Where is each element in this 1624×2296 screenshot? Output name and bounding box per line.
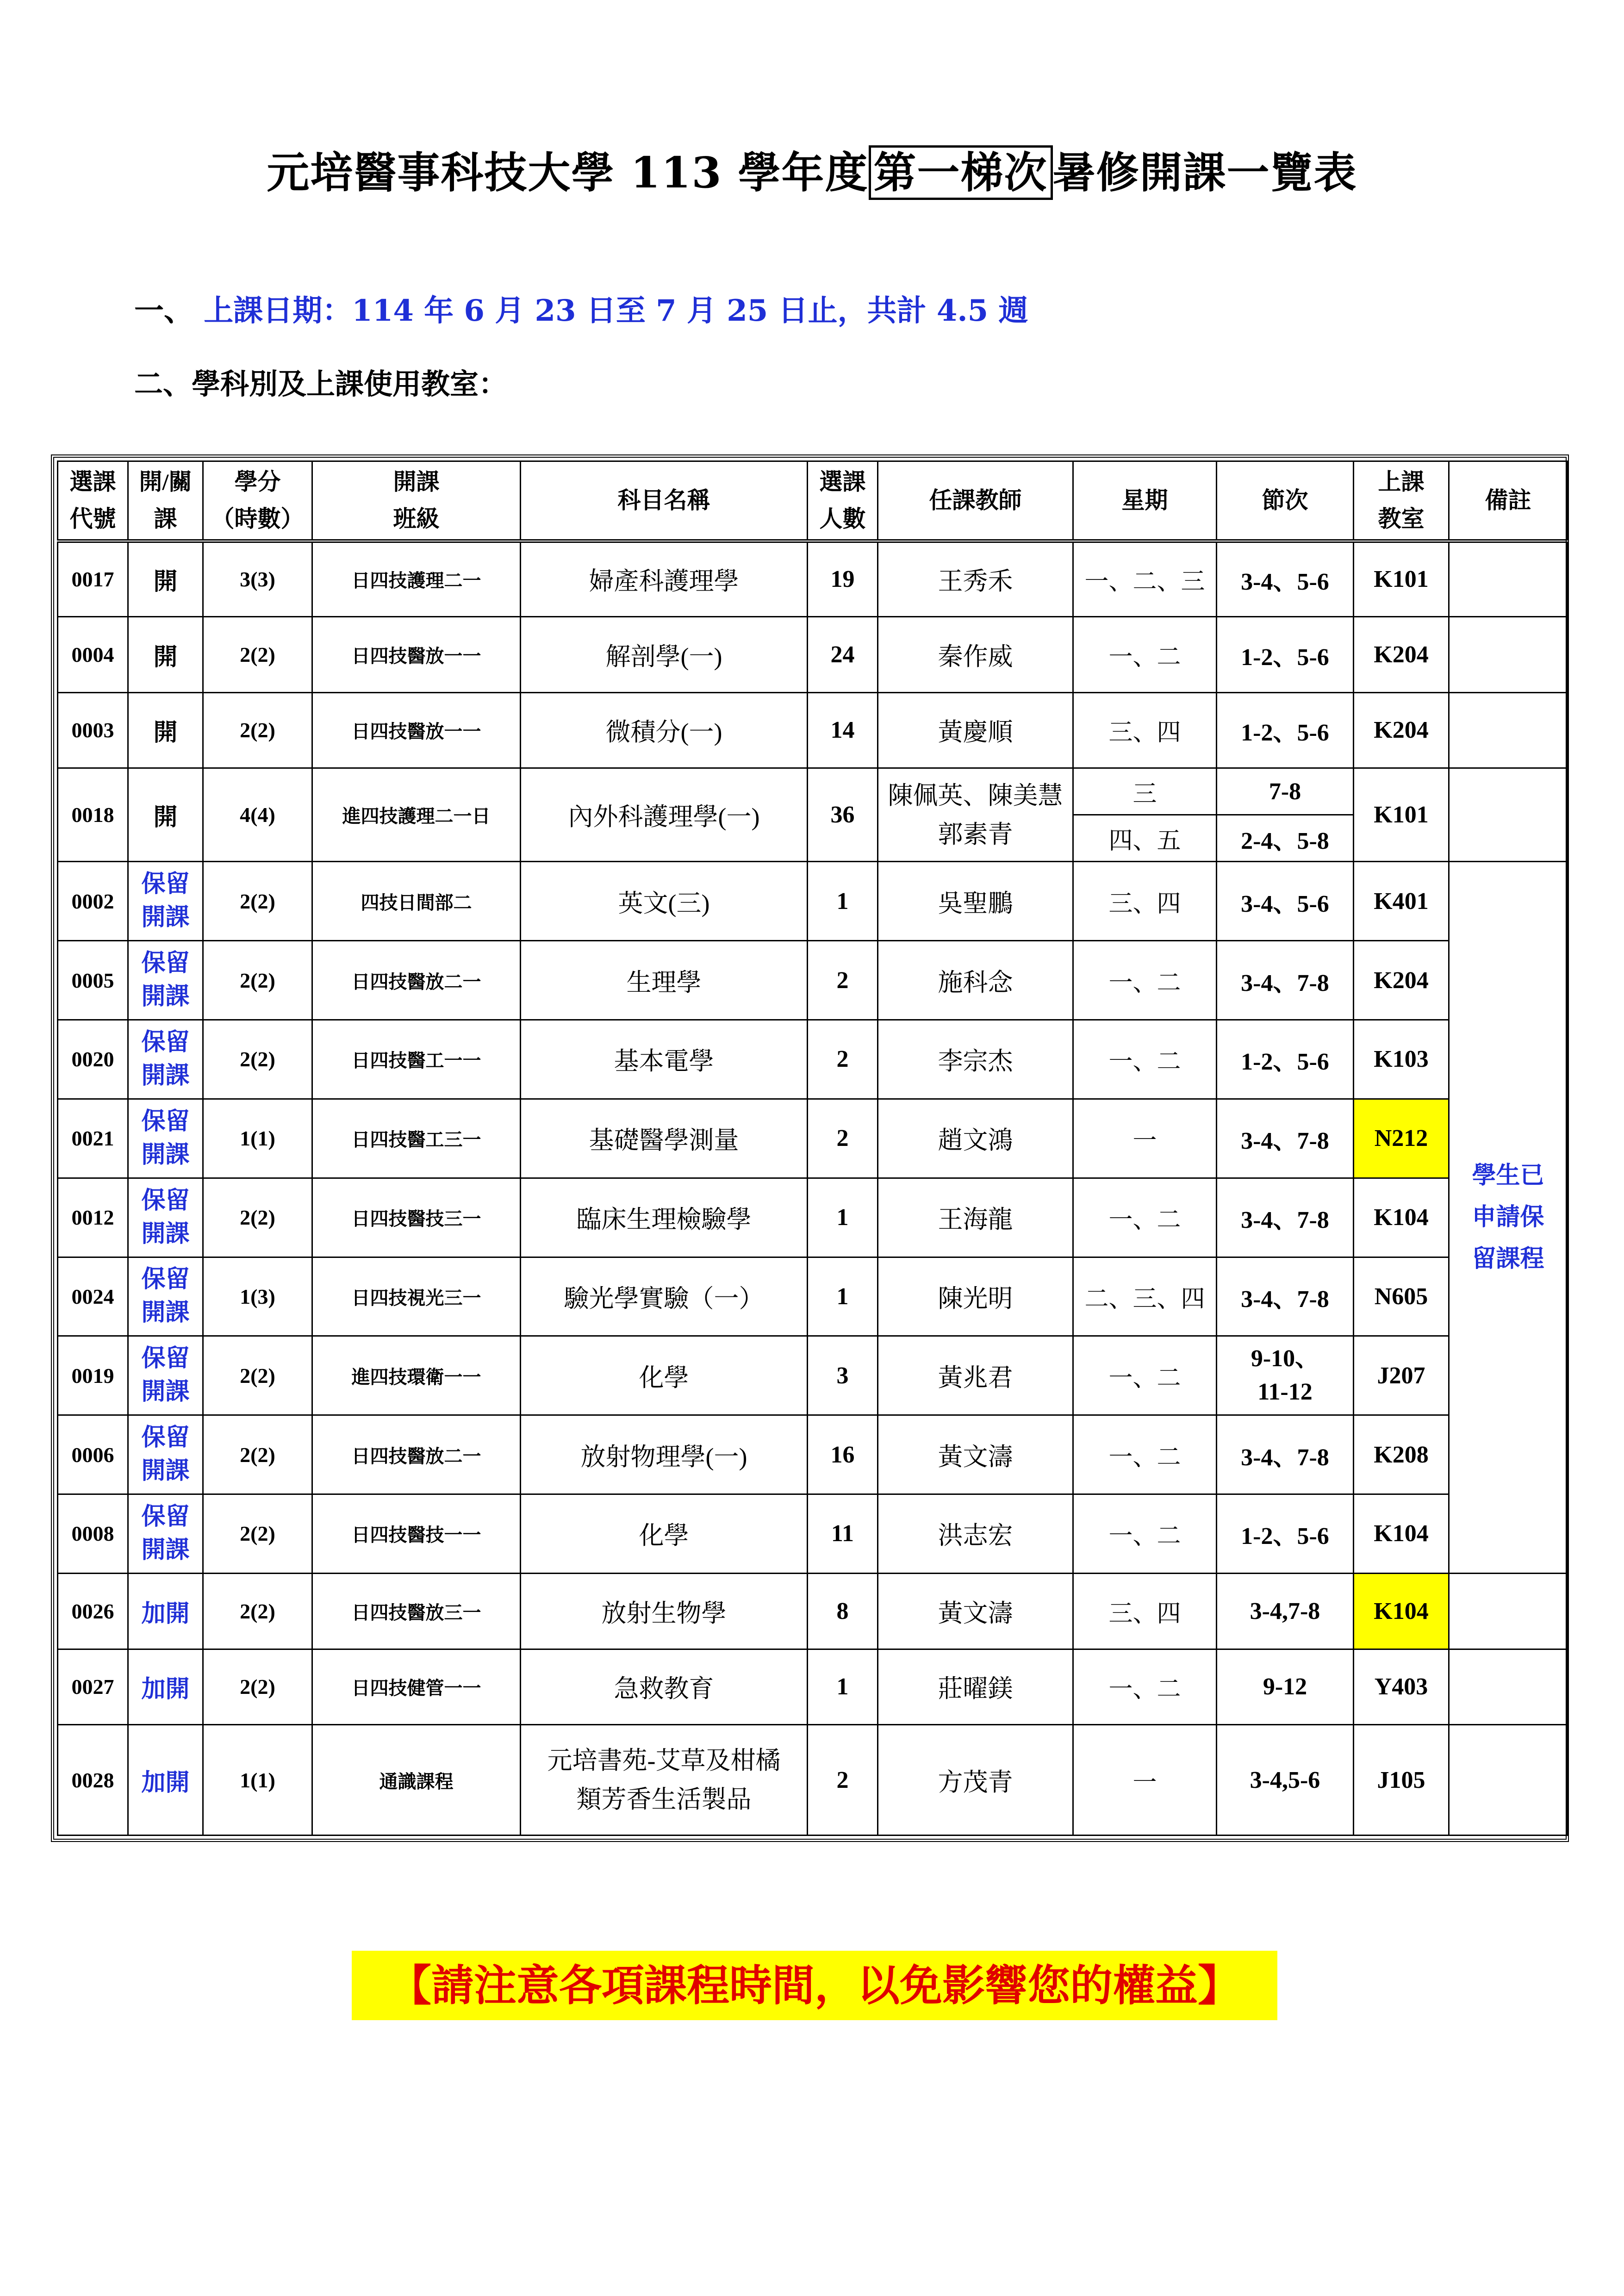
table-row (58, 541, 1568, 617)
cell-subject: 放射物理學(一) (521, 1415, 808, 1494)
cell-count: 2 (808, 941, 878, 1020)
cell-period: 3-4、7-8 (1217, 941, 1354, 1020)
cell-status: 開 (128, 541, 203, 617)
cell-week: 三、四 (1073, 1573, 1217, 1649)
cell-code: 0005 (58, 941, 128, 1020)
cell-count: 1 (808, 1257, 878, 1336)
table-row (58, 1649, 1568, 1725)
cell-period: 3-4、7-8 (1217, 1099, 1354, 1178)
cell-week: 一、二 (1073, 1336, 1217, 1415)
cell-status: 保留 開課 (128, 1494, 203, 1574)
cell-code: 0012 (58, 1178, 128, 1257)
header-class: 開課 班級 (312, 461, 521, 541)
course-table (57, 460, 1568, 1836)
cell-count: 2 (808, 1099, 878, 1178)
header-week: 星期 (1073, 461, 1217, 541)
cell-teacher: 王秀禾 (878, 541, 1073, 617)
cell-status: 保留 開課 (128, 1415, 203, 1494)
header-period: 節次 (1217, 461, 1354, 541)
page-title: 元培醫事科技大學 113 學年度 第一梯次 暑修開課一覽表 (0, 139, 1624, 200)
cell-week: 二、三、四 (1073, 1257, 1217, 1336)
cell-room-highlighted: K104 (1354, 1573, 1449, 1649)
cell-count: 14 (808, 692, 878, 768)
cell-class: 日四技醫放二一 (312, 941, 521, 1020)
cell-teacher: 黃慶順 (878, 692, 1073, 768)
rights-notice: 【請注意各項課程時間，以免影響您的權益】 (352, 1951, 1277, 2020)
cell-credit: 4(4) (203, 768, 312, 862)
cell-week: 一、二 (1073, 616, 1217, 692)
cell-count: 1 (808, 1178, 878, 1257)
cell-teacher: 施科念 (878, 941, 1073, 1020)
cell-class: 進四技護理二一日 (312, 768, 521, 862)
cell-subject: 基礎醫學測量 (521, 1099, 808, 1178)
cell-subject: 婦產科護理學 (521, 541, 808, 617)
cell-count: 19 (808, 541, 878, 617)
cell-week: 一 (1073, 1725, 1217, 1836)
cell-subject: 化學 (521, 1494, 808, 1574)
cell-code: 0017 (58, 541, 128, 617)
cell-subject: 生理學 (521, 941, 808, 1020)
cell-status: 保留 開課 (128, 941, 203, 1020)
cell-period: 3-4、7-8 (1217, 1415, 1354, 1494)
cell-code: 0006 (58, 1415, 128, 1494)
cell-room: K103 (1354, 1020, 1449, 1099)
cell-status: 保留 開課 (128, 1257, 203, 1336)
cell-week: 一、二 (1073, 941, 1217, 1020)
cell-period: 1-2、5-6 (1217, 616, 1354, 692)
cell-code: 0024 (58, 1257, 128, 1336)
cell-subject: 化學 (521, 1336, 808, 1415)
cell-period: 3-4,5-6 (1217, 1725, 1354, 1836)
cell-period: 2-4、5-8 (1217, 815, 1354, 862)
cell-status: 開 (128, 692, 203, 768)
cell-count: 16 (808, 1415, 878, 1494)
cell-count: 36 (808, 768, 878, 862)
cell-class: 日四技視光三一 (312, 1257, 521, 1336)
cell-subject: 放射生物學 (521, 1573, 808, 1649)
cell-count: 8 (808, 1573, 878, 1649)
header-code: 選課 代號 (58, 461, 128, 541)
cell-credit: 1(1) (203, 1099, 312, 1178)
cell-teacher: 趙文鴻 (878, 1099, 1073, 1178)
cell-status: 加開 (128, 1573, 203, 1649)
cell-teacher: 方茂青 (878, 1725, 1073, 1836)
cell-code: 0028 (58, 1725, 128, 1836)
table-row (58, 1415, 1568, 1494)
cell-note (1449, 541, 1568, 617)
cell-credit: 2(2) (203, 616, 312, 692)
cell-code: 0018 (58, 768, 128, 862)
cell-status: 加開 (128, 1649, 203, 1725)
cell-room: K104 (1354, 1494, 1449, 1574)
cell-class: 日四技醫工一一 (312, 1020, 521, 1099)
table-row (58, 1257, 1568, 1336)
cell-credit: 2(2) (203, 1573, 312, 1649)
cell-room: K401 (1354, 862, 1449, 941)
header-subject: 科目名稱 (521, 461, 808, 541)
cell-class: 日四技健管一一 (312, 1649, 521, 1725)
table-row (58, 1020, 1568, 1099)
cell-credit: 2(2) (203, 1415, 312, 1494)
cell-room: K204 (1354, 616, 1449, 692)
cell-period: 1-2、5-6 (1217, 1020, 1354, 1099)
cell-credit: 1(1) (203, 1725, 312, 1836)
cell-note (1449, 692, 1568, 768)
cell-room: K204 (1354, 692, 1449, 768)
cell-week: 三 (1073, 768, 1217, 815)
table-row (58, 768, 1568, 815)
cell-status: 保留 開課 (128, 1099, 203, 1178)
table-row (58, 1336, 1568, 1415)
cell-week: 一、二 (1073, 1020, 1217, 1099)
cell-credit: 2(2) (203, 862, 312, 941)
cell-subject: 基本電學 (521, 1020, 808, 1099)
cell-period: 1-2、5-6 (1217, 1494, 1354, 1574)
cell-code: 0003 (58, 692, 128, 768)
cell-class: 通識課程 (312, 1725, 521, 1836)
table-row (58, 1725, 1568, 1836)
cell-week: 一、二 (1073, 1415, 1217, 1494)
cell-period: 3-4、5-6 (1217, 862, 1354, 941)
cell-teacher: 王海龍 (878, 1178, 1073, 1257)
cell-class: 日四技醫技一一 (312, 1494, 521, 1574)
course-dates-line: 一、 上課日期：114 年 6 月 23 日至 7 月 25 日止，共計 4.5 週 (134, 293, 1028, 328)
cell-credit: 2(2) (203, 941, 312, 1020)
cell-teacher: 黃兆君 (878, 1336, 1073, 1415)
cell-week: 一、二、三 (1073, 541, 1217, 617)
cell-count: 11 (808, 1494, 878, 1574)
cell-room: K208 (1354, 1415, 1449, 1494)
cell-room: K104 (1354, 1178, 1449, 1257)
cell-code: 0020 (58, 1020, 128, 1099)
cell-class: 四技日間部二 (312, 862, 521, 941)
cell-room: Y403 (1354, 1649, 1449, 1725)
cell-room: J105 (1354, 1725, 1449, 1836)
cell-count: 1 (808, 1649, 878, 1725)
cell-week: 一、二 (1073, 1649, 1217, 1725)
cell-class: 日四技醫工三一 (312, 1099, 521, 1178)
cell-status: 保留 開課 (128, 1178, 203, 1257)
header-credit: 學分 （時數） (203, 461, 312, 541)
cell-status: 加開 (128, 1725, 203, 1836)
cell-subject: 英文(三) (521, 862, 808, 941)
cell-class: 日四技醫放二一 (312, 1415, 521, 1494)
cell-note-reserved: 學生已 申請保 留課程 (1449, 862, 1568, 1573)
table-row (58, 862, 1568, 941)
cell-class: 日四技護理二一 (312, 541, 521, 617)
cell-subject: 元培書苑-艾草及柑橘 類芳香生活製品 (521, 1725, 808, 1836)
cell-week: 一 (1073, 1099, 1217, 1178)
table-row (58, 1178, 1568, 1257)
cell-teacher: 李宗杰 (878, 1020, 1073, 1099)
cell-room: N605 (1354, 1257, 1449, 1336)
cell-period: 1-2、5-6 (1217, 692, 1354, 768)
cell-subject: 內外科護理學(一) (521, 768, 808, 862)
table-row (58, 941, 1568, 1020)
cell-teacher: 陳佩英、陳美慧 郭素青 (878, 768, 1073, 862)
cell-period: 7-8 (1217, 768, 1354, 815)
cell-period: 3-4、5-6 (1217, 541, 1354, 617)
cell-credit: 2(2) (203, 1020, 312, 1099)
cell-room: J207 (1354, 1336, 1449, 1415)
cell-note (1449, 1573, 1568, 1649)
cell-period: 9-10、 11-12 (1217, 1336, 1354, 1415)
cell-code: 0021 (58, 1099, 128, 1178)
title-boxed-batch: 第一梯次 (869, 145, 1053, 200)
cell-credit: 2(2) (203, 1178, 312, 1257)
table-row (58, 1573, 1568, 1649)
cell-code: 0027 (58, 1649, 128, 1725)
cell-teacher: 秦作威 (878, 616, 1073, 692)
cell-code: 0008 (58, 1494, 128, 1574)
cell-week: 三、四 (1073, 692, 1217, 768)
header-status: 開/關 課 (128, 461, 203, 541)
cell-credit: 3(3) (203, 541, 312, 617)
cell-period: 3-4、7-8 (1217, 1257, 1354, 1336)
cell-credit: 1(3) (203, 1257, 312, 1336)
cell-status: 保留 開課 (128, 1020, 203, 1099)
cell-subject: 解剖學(一) (521, 616, 808, 692)
cell-subject: 驗光學實驗（一） (521, 1257, 808, 1336)
header-count: 選課 人數 (808, 461, 878, 541)
cell-teacher: 黃文濤 (878, 1573, 1073, 1649)
cell-class: 日四技醫放三一 (312, 1573, 521, 1649)
cell-period: 9-12 (1217, 1649, 1354, 1725)
cell-period: 3-4、7-8 (1217, 1178, 1354, 1257)
cell-count: 3 (808, 1336, 878, 1415)
cell-week: 一、二 (1073, 1494, 1217, 1574)
cell-teacher: 莊曜鎂 (878, 1649, 1073, 1725)
table-row (58, 1494, 1568, 1574)
cell-subject: 急救教育 (521, 1649, 808, 1725)
cell-credit: 2(2) (203, 1494, 312, 1574)
cell-teacher: 吳聖鵬 (878, 862, 1073, 941)
cell-class: 日四技醫技三一 (312, 1178, 521, 1257)
cell-status: 開 (128, 768, 203, 862)
table-row (58, 1099, 1568, 1178)
cell-week: 三、四 (1073, 862, 1217, 941)
header-note: 備註 (1449, 461, 1568, 541)
header-room: 上課 教室 (1354, 461, 1449, 541)
cell-status: 保留 開課 (128, 1336, 203, 1415)
cell-room: K101 (1354, 768, 1449, 862)
cell-teacher: 陳光明 (878, 1257, 1073, 1336)
cell-class: 日四技醫放一一 (312, 692, 521, 768)
cell-credit: 2(2) (203, 692, 312, 768)
cell-week: 一、二 (1073, 1178, 1217, 1257)
cell-code: 0019 (58, 1336, 128, 1415)
cell-subject: 臨床生理檢驗學 (521, 1178, 808, 1257)
table-row (58, 616, 1568, 692)
cell-room: K204 (1354, 941, 1449, 1020)
cell-count: 2 (808, 1725, 878, 1836)
cell-teacher: 黃文濤 (878, 1415, 1073, 1494)
course-dates: 上課日期：114 年 6 月 23 日至 7 月 25 日止，共計 4.5 週 (204, 293, 1028, 328)
course-table-frame (51, 454, 1569, 1842)
cell-count: 1 (808, 862, 878, 941)
cell-code: 0004 (58, 616, 128, 692)
cell-code: 0026 (58, 1573, 128, 1649)
table-header-row (58, 461, 1568, 541)
subjects-and-rooms-heading: 二、學科別及上課使用教室： (134, 367, 508, 401)
cell-room-highlighted: N212 (1354, 1099, 1449, 1178)
cell-credit: 2(2) (203, 1336, 312, 1415)
cell-count: 2 (808, 1020, 878, 1099)
cell-note (1449, 1725, 1568, 1836)
cell-teacher: 洪志宏 (878, 1494, 1073, 1574)
cell-note (1449, 616, 1568, 692)
cell-subject: 微積分(一) (521, 692, 808, 768)
cell-status: 保留 開課 (128, 862, 203, 941)
table-row (58, 692, 1568, 768)
cell-week: 四、五 (1073, 815, 1217, 862)
cell-credit: 2(2) (203, 1649, 312, 1725)
cell-count: 24 (808, 616, 878, 692)
cell-period: 3-4,7-8 (1217, 1573, 1354, 1649)
cell-class: 日四技醫放一一 (312, 616, 521, 692)
cell-room: K101 (1354, 541, 1449, 617)
cell-note (1449, 1649, 1568, 1725)
cell-class: 進四技環衛一一 (312, 1336, 521, 1415)
cell-code: 0002 (58, 862, 128, 941)
header-teacher: 任課教師 (878, 461, 1073, 541)
cell-status: 開 (128, 616, 203, 692)
cell-note (1449, 768, 1568, 862)
